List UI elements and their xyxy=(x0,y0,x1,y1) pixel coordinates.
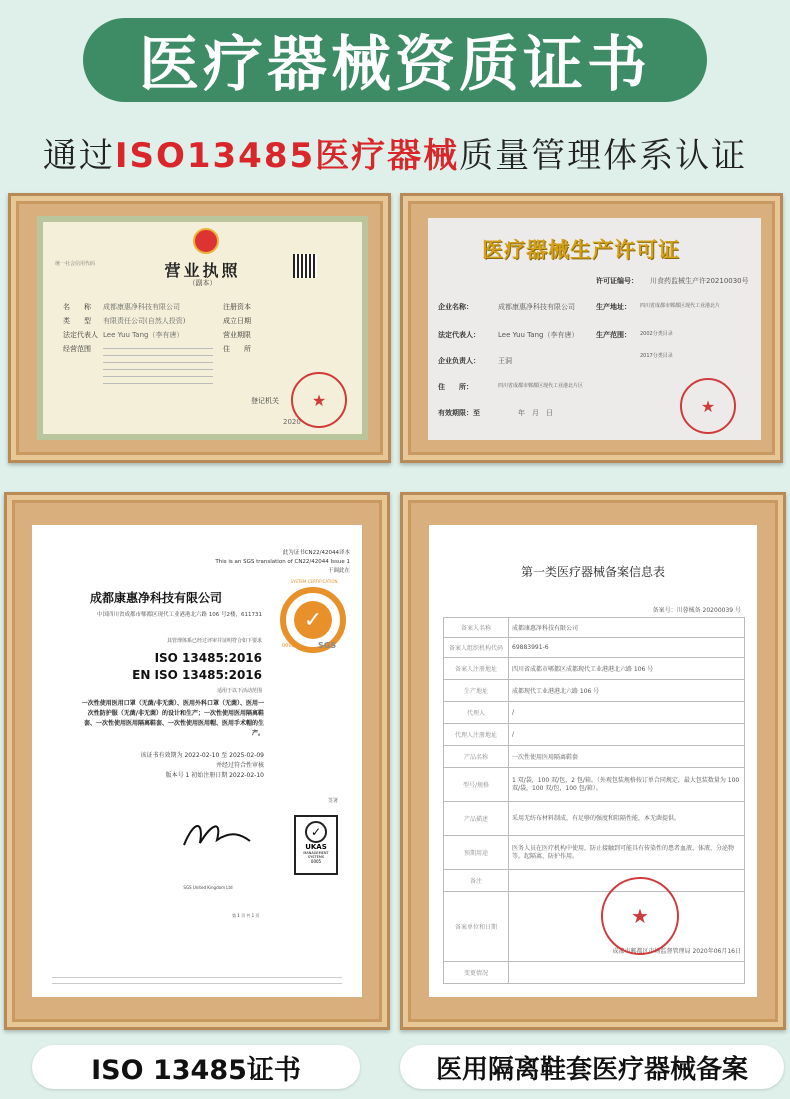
production-permit: 医疗器械生产许可证 许可证编号： 川食药监械生产许20210030号 企业名称： 成都康惠净科技有限公司 法定代表人： Lee Yuu Tang（李有唐） 企业负责人： 王洞 住 所： 四川省成都市郫都区现代工业港北片区 有效期限：至 年 月 日 生产地址： 四川省成都市郫都区现代工业港北片 生产范围： 2002分类目录 2017分类目录 ★ xyxy=(428,218,761,440)
business-license-frame xyxy=(8,193,391,463)
filing-record-label: 医用隔离鞋套医疗器械备案 xyxy=(400,1045,784,1089)
subtitle-highlight: ISO13485医疗器械 xyxy=(114,136,460,176)
red-seal-stamp: ★ xyxy=(680,378,736,434)
ukas-logo: ✓ UKAS MANAGEMENT SYSTEMS 0005 xyxy=(294,815,338,875)
page-title: 医疗器械资质证书 xyxy=(139,30,651,100)
license-sub: （副本） xyxy=(188,279,217,287)
red-seal-stamp: ★ xyxy=(291,372,347,428)
filing-record-frame xyxy=(400,492,786,1030)
qr-code-icon xyxy=(293,254,317,278)
table-row: 备案人注册地址 四川省成都市郫都区成都现代工业港港北六路 106 号 xyxy=(444,658,745,680)
filing-record xyxy=(429,525,757,997)
table-row: 备案人名称 成都康惠净科技有限公司 xyxy=(444,618,745,638)
table-row: 代理人 / xyxy=(444,702,745,724)
table-row: 变更情况 xyxy=(444,962,745,984)
iso-certificate: 此为证书CN22/42044译本 This is an SGS translation of CN22/42044 Issue 1 干调此在 成都康惠净科技有限公司 中国四川省成都市郫都区现代工业港港北六路 106 号2楼，611731 其管理体系已经过评审并证明符合如下要求 ISO 13485:2016 EN ISO 13485:2016 适用于以下活动范围 一次性使用医用口罩（无菌/非无菌）、医用外科口罩（无菌）、医用一次性防护服（无菌/非无菌）的设计和生产；一次性使用医用隔离鞋套、一次性使用医用隔离鞋套、一次性使用医用帽、医用手术帽的生产。 该证书有效期为 2022-02-10 至 2025-02-09 并经过符合性审核 版本号 1 初始注册日期 2022-02-10 ✓ SYSTEM CERTIFICATION SGS 0005 签署 ✓ UKAS MANAGEMENT SYSTEMS 0005 SGS United Kingdom Ltd 第 1 页 共 1 页 xyxy=(32,525,362,997)
production-permit-frame xyxy=(400,193,783,463)
filing-number: 备案号：川蓉械备 20200039 号 xyxy=(652,607,741,614)
filing-title: 第一类医疗器械备案信息表 xyxy=(520,565,665,579)
table-row: 预期用途 医务人员在医疗机构中使用，防止接触到可能具有传染性的患者血液、体液、分泌物等。起隔离、防护作用。 xyxy=(444,836,745,870)
iso-standard-2: EN ISO 13485:2016 xyxy=(132,668,262,682)
table-row: 备案单位和日期 成都市郫都区市场监督管理局 2020年06月16日 xyxy=(444,892,745,962)
table-row: 产品描述 采用无纺布材料制成，有足够的强度和阻隔性能，本无菌提供。 xyxy=(444,802,745,836)
table-row: 备注 xyxy=(444,870,745,892)
iso-standard-1: ISO 13485:2016 xyxy=(154,651,262,665)
table-row: 代理人注册地址 / xyxy=(444,724,745,746)
table-row: 型号/规格 1 双/袋，100 双/包，2 包/箱。（外观包装规格按订单合同规定，最大包装数量为 100 双/袋，100 双/包，100 包/箱）。 xyxy=(444,768,745,802)
license-title: 营业执照 xyxy=(164,261,241,280)
check-icon: ✓ xyxy=(294,601,332,639)
national-emblem-icon xyxy=(193,228,219,254)
title-banner xyxy=(83,18,707,102)
sgs-logo: ✓ SYSTEM CERTIFICATION xyxy=(280,587,346,653)
iso-certificate-frame xyxy=(4,492,390,1030)
red-seal-stamp: ★ xyxy=(601,877,679,955)
filing-table xyxy=(443,617,745,984)
iso-scope: 一次性使用医用口罩（无菌/非无菌）、医用外科口罩（无菌）、医用一次性防护服（无菌/非无菌）的设计和生产；一次性使用医用隔离鞋套、一次性使用医用隔离鞋套、一次性使用医用帽、医用手术帽的生产。 xyxy=(81,700,264,737)
iso-certificate-label: ISO 13485证书 xyxy=(32,1045,360,1089)
check-icon: ✓ xyxy=(305,821,327,843)
permit-title: 医疗器械生产许可证 xyxy=(482,238,680,262)
table-row: 产品名称 一次性使用医用隔离鞋套 xyxy=(444,746,745,768)
iso-company-name: 成都康惠净科技有限公司 xyxy=(90,591,223,605)
business-license: 营业执照 （副本） 统一社会信用代码 名 称 成都康惠净科技有限公司 类 型 有限责任公司(自然人投资) 法定代表人 Lee Yuu Tang（李有唐） 经营范围 注册资本 成立日期 营业期限 住 所 登记机关 2020 ★ xyxy=(37,216,368,440)
table-row: 生产地址 成都现代工业港港北六路 106 号 xyxy=(444,680,745,702)
subtitle: 通过ISO13485医疗器械质量管理体系认证 xyxy=(42,136,748,176)
signature xyxy=(182,815,252,855)
table-row: 备案人组织机构代码 69883991-6 xyxy=(444,638,745,658)
